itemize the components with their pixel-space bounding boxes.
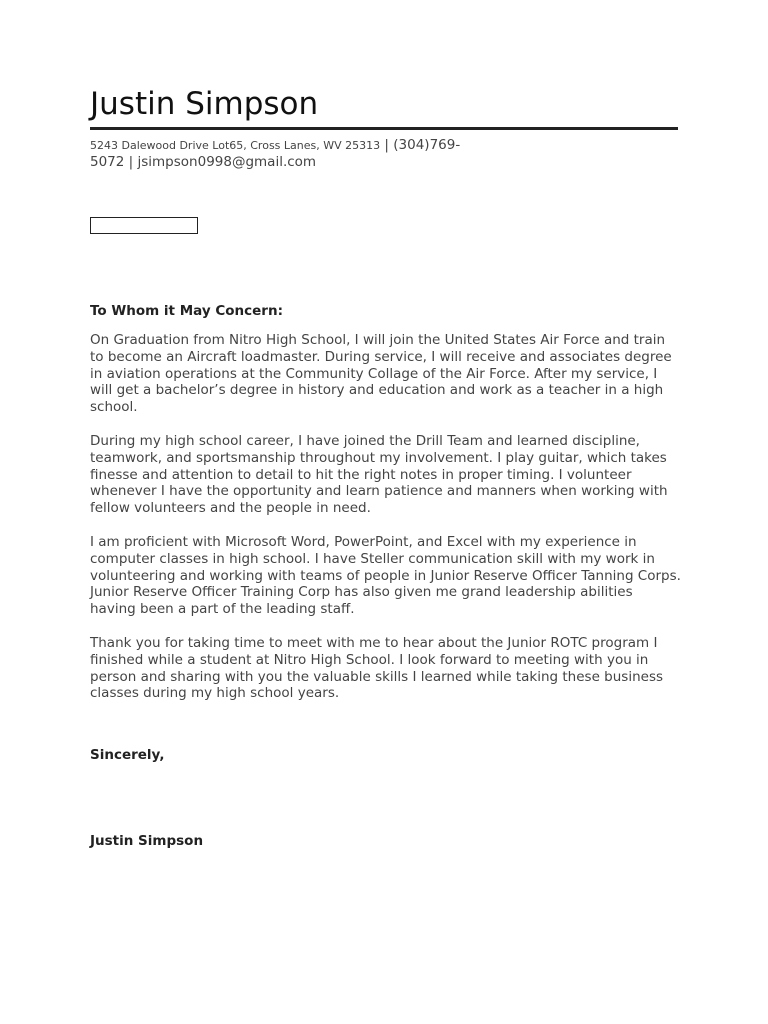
body-paragraph: Thank you for taking time to meet with me to hear about the Junior ROTC program I finished while a student at Nitro High School. I look forward to meeting with you in person and sharing with you the valuable skills I learned while taking these business classes during my high school years. <box>90 634 664 702</box>
date-field[interactable] <box>90 217 198 234</box>
body-paragraph: On Graduation from Nitro High School, I will join the United States Air Force and train to become an Aircraft loadmaster. During service, I will receive and associates degree in aviation operations at the Community Collage of the Air Force. After my service, I will get a bachelor’s degree in history and education and work as a teacher in a high school. <box>90 332 672 416</box>
sender-address: 5243 Dalewood Drive Lot65, Cross Lanes, WV 25313 <box>90 139 381 152</box>
contact-separator: | <box>124 154 138 170</box>
contact-info <box>90 137 490 171</box>
sender-phone: (304)769-5072 <box>90 137 461 170</box>
contact-separator: | <box>380 137 394 153</box>
body-paragraph: During my high school career, I have joined the Drill Team and learned discipline, teamwork, and sportsmanship throughout my involvement. I play guitar, which takes finesse and attention to detail to hit the right notes in proper timing. I volunteer whenever I have the opportunity and learn patience and manners when working with fellow volunteers and the people in need. <box>90 432 668 517</box>
header-divider <box>90 127 678 130</box>
body-paragraph: I am proficient with Microsoft Word, PowerPoint, and Excel with my experience in computer classes in high school. I have Steller communication skill with my work in volunteering and working with teams of people in Junior Reserve Officer Tanning Corps. Junior Reserve Officer Training Corp has also given me grand leadership abilities having been a part of the leading staff. <box>90 533 681 618</box>
sender-email: jsimpson0998@gmail.com <box>137 154 317 170</box>
signature-name: Justin Simpson <box>90 833 204 849</box>
letter-body <box>90 332 682 719</box>
salutation: To Whom it May Concern: <box>90 303 283 319</box>
sender-name: Justin Simpson <box>90 86 319 122</box>
closing: Sincerely, <box>90 747 165 763</box>
